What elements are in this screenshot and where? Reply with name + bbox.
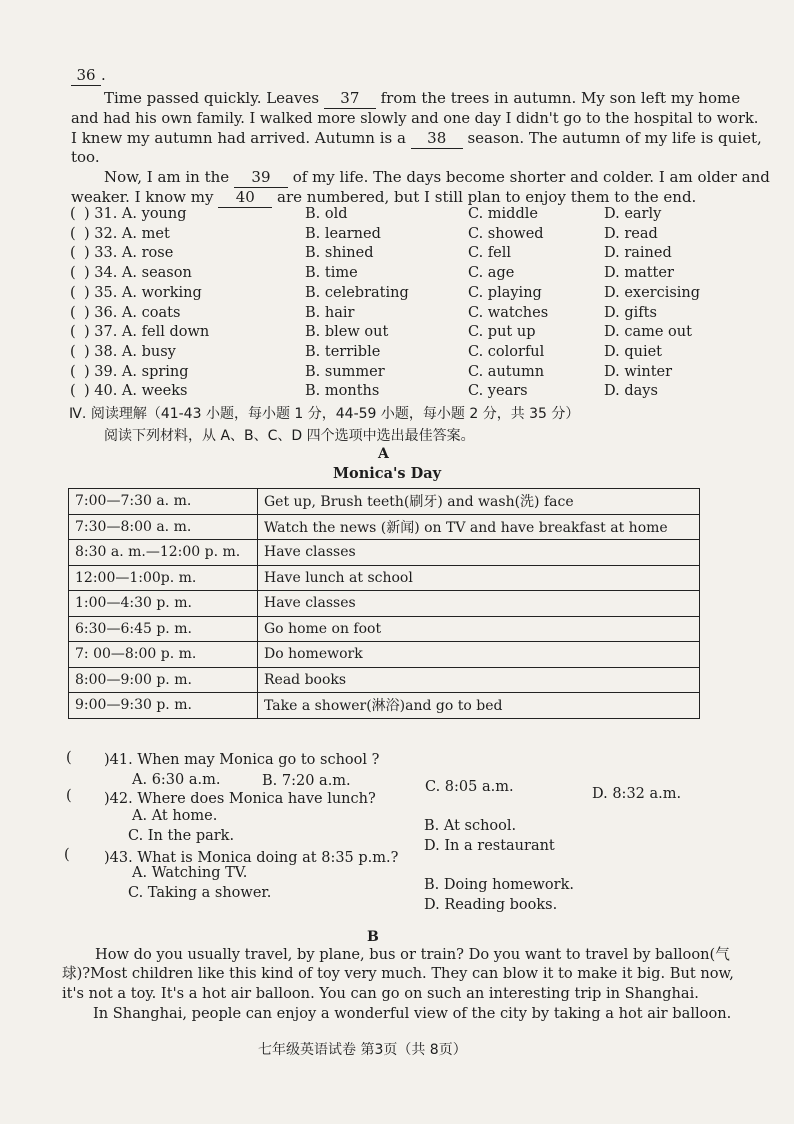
q36-option-d: D. gifts xyxy=(604,304,657,321)
para1-line2: and had his own family. I walked more slowly and one day I didn't go to the hospital to work. xyxy=(71,110,759,127)
q33-option-a: ) 33. A. rose xyxy=(84,245,174,262)
section-heading: Ⅳ. 阅读理解（41-43 小题，每小题 1 分，44-59 小题，每小题 2 分，共 35 分） xyxy=(69,406,580,422)
schedule-table xyxy=(68,488,700,719)
text-span: Time passed quickly. Leaves xyxy=(104,89,320,107)
q42-paren: ( xyxy=(66,788,72,804)
q33-option-b: B. shined xyxy=(305,245,374,262)
q43-option-b: B. Doing homework. xyxy=(424,877,574,893)
q43-option-d: D. Reading books. xyxy=(424,897,558,913)
q35-option-a: ) 35. A. working xyxy=(84,284,202,301)
text-span: are numbered, but I still plan to enjoy them to the end. xyxy=(277,188,697,206)
q38-option-d: D. quiet xyxy=(604,343,662,360)
passage-a-letter: A xyxy=(378,446,389,462)
q40-option-a: ) 40. A. weeks xyxy=(84,383,188,400)
q39-option-b: B. summer xyxy=(305,363,385,380)
q39-option-a: ) 39. A. spring xyxy=(84,363,189,380)
q37-option-a: ) 37. A. fell down xyxy=(84,324,210,341)
q39-paren: ( xyxy=(70,363,76,380)
passage-b-letter: B xyxy=(367,929,379,945)
schedule-time: 7: 00—8:00 p. m. xyxy=(69,642,258,668)
table-row xyxy=(69,540,700,566)
q40-paren: ( xyxy=(70,383,76,400)
schedule-time: 6:30—6:45 p. m. xyxy=(69,616,258,642)
q32-option-d: D. read xyxy=(604,225,658,242)
q37-option-c: C. put up xyxy=(468,324,536,341)
q32-option-a: ) 32. A. met xyxy=(84,225,170,242)
table-row xyxy=(69,616,700,642)
table-row xyxy=(69,667,700,693)
q37-paren: ( xyxy=(70,324,76,341)
q42-option-c: C. In the park. xyxy=(128,828,235,844)
blank-37: 37 xyxy=(324,89,376,109)
schedule-time: 9:00—9:30 p. m. xyxy=(69,693,258,719)
schedule-activity: Have lunch at school xyxy=(258,565,700,591)
table-row xyxy=(69,642,700,668)
q36-option-c: C. watches xyxy=(468,304,549,321)
q32-option-b: B. learned xyxy=(305,225,381,242)
blank-40: 40 xyxy=(218,188,272,208)
text-span: from the trees in autumn. My son left my home xyxy=(380,89,741,107)
para1-line4: too. xyxy=(71,148,100,166)
q43-option-a: A. Watching TV. xyxy=(132,865,248,881)
q40-option-b: B. months xyxy=(305,383,380,400)
q31-option-a: ) 31. A. young xyxy=(84,206,187,222)
q38-option-a: ) 38. A. busy xyxy=(84,343,176,360)
schedule-time: 7:30—8:00 a. m. xyxy=(69,514,258,540)
para1-line3 xyxy=(71,129,762,149)
q32-option-c: C. showed xyxy=(468,225,544,242)
q38-paren: ( xyxy=(70,343,76,360)
q36-option-b: B. hair xyxy=(305,304,355,321)
passage-b-line4: In Shanghai, people can enjoy a wonderful view of the city by taking a hot air balloon. xyxy=(93,1005,732,1022)
q31-option-c: C. middle xyxy=(468,206,538,222)
q36-option-a: ) 36. A. coats xyxy=(84,304,181,321)
q35-option-c: C. playing xyxy=(468,284,542,301)
table-row xyxy=(69,514,700,540)
q33-option-d: D. rained xyxy=(604,245,672,262)
q33-option-c: C. fell xyxy=(468,245,512,262)
q31-option-b: B. old xyxy=(305,206,348,222)
q41-paren: ( xyxy=(66,750,72,766)
schedule-activity: Read books xyxy=(258,667,700,693)
q31-paren: ( xyxy=(70,206,76,222)
schedule-time: 1:00—4:30 p. m. xyxy=(69,591,258,617)
q38-option-c: C. colorful xyxy=(468,343,545,360)
schedule-time: 8:00—9:00 p. m. xyxy=(69,667,258,693)
q41-option-c: C. 8:05 a.m. xyxy=(425,779,514,795)
text-span: of my life. The days become shorter and colder. I am older and xyxy=(292,168,770,186)
schedule-time: 12:00—1:00p. m. xyxy=(69,565,258,591)
q42-option-a: A. At home. xyxy=(132,808,218,824)
q42-stem: )42. Where does Monica have lunch? xyxy=(104,791,376,807)
q41-option-a: A. 6:30 a.m. xyxy=(132,772,221,788)
q31-option-d: D. early xyxy=(604,206,662,222)
q41-option-b: B. 7:20 a.m. xyxy=(262,773,351,789)
q39-option-d: D. winter xyxy=(604,363,673,380)
q43-stem: )43. What is Monica doing at 8:35 p.m.? xyxy=(104,850,399,866)
q34-option-c: C. age xyxy=(468,265,515,282)
schedule-activity: Do homework xyxy=(258,642,700,668)
q33-paren: ( xyxy=(70,245,76,262)
schedule-time: 7:00—7:30 a. m. xyxy=(69,489,258,515)
q34-option-d: D. matter xyxy=(604,265,674,282)
q39-option-c: C. autumn xyxy=(468,363,545,380)
q34-paren: ( xyxy=(70,265,76,282)
table-row xyxy=(69,565,700,591)
q37-option-d: D. came out xyxy=(604,324,692,341)
para1-line1 xyxy=(104,89,740,109)
q38-option-b: B. terrible xyxy=(305,343,381,360)
blank-38: 38 xyxy=(411,129,463,149)
schedule-activity: Have classes xyxy=(258,591,700,617)
para2-line1 xyxy=(104,168,770,188)
table-row xyxy=(69,591,700,617)
q41-stem: )41. When may Monica go to school ? xyxy=(104,752,380,768)
blank-36-line: 36 . xyxy=(71,66,106,86)
q43-option-c: C. Taking a shower. xyxy=(128,885,272,901)
q41-option-d: D. 8:32 a.m. xyxy=(592,786,682,802)
passage-b-line3: it's not a toy. It's a hot air balloon. You can go on such an interesting trip in Shanghai. xyxy=(62,985,699,1002)
passage-a-title: Monica's Day xyxy=(333,465,442,482)
q40-option-c: C. years xyxy=(468,383,528,400)
schedule-activity: Watch the news (新闻) on TV and have breakfast at home xyxy=(258,514,700,540)
text-span: season. The autumn of my life is quiet, xyxy=(467,129,762,147)
text-span: I knew my autumn had arrived. Autumn is a xyxy=(71,129,406,147)
section-instruction: 阅读下列材料，从 A、B、C、D 四个选项中选出最佳答案。 xyxy=(104,428,475,444)
q34-option-a: ) 34. A. season xyxy=(84,265,192,282)
schedule-activity: Go home on foot xyxy=(258,616,700,642)
q37-option-b: B. blew out xyxy=(305,324,389,341)
q32-paren: ( xyxy=(70,225,76,242)
q35-option-b: B. celebrating xyxy=(305,284,409,301)
q34-option-b: B. time xyxy=(305,265,358,282)
q43-paren: ( xyxy=(64,847,70,863)
q35-option-d: D. exercising xyxy=(604,284,701,301)
text-span: weaker. I know my xyxy=(71,188,214,206)
table-row xyxy=(69,693,700,719)
page-footer: 七年级英语试卷 第3页（共 8页） xyxy=(258,1042,467,1058)
schedule-activity: Get up, Brush teeth(刷牙) and wash(洗) face xyxy=(258,489,700,515)
schedule-activity: Have classes xyxy=(258,540,700,566)
table-row xyxy=(69,489,700,515)
blank-36: 36 xyxy=(71,66,101,86)
schedule-time: 8:30 a. m.—12:00 p. m. xyxy=(69,540,258,566)
q42-option-b: B. At school. xyxy=(424,818,517,834)
text-span: Now, I am in the xyxy=(104,168,230,186)
q42-option-d: D. In a restaurant xyxy=(424,838,555,854)
q40-option-d: D. days xyxy=(604,383,658,400)
passage-b-line1: How do you usually travel, by plane, bus or train? Do you want to travel by balloon(气 xyxy=(95,946,730,963)
blank-39: 39 xyxy=(234,168,288,188)
q35-paren: ( xyxy=(70,284,76,301)
q36-paren: ( xyxy=(70,304,76,321)
schedule-activity: Take a shower(淋浴)and go to bed xyxy=(258,693,700,719)
passage-b-line2: 球)?Most children like this kind of toy very much. They can blow it to make it big. But now, xyxy=(62,965,734,982)
